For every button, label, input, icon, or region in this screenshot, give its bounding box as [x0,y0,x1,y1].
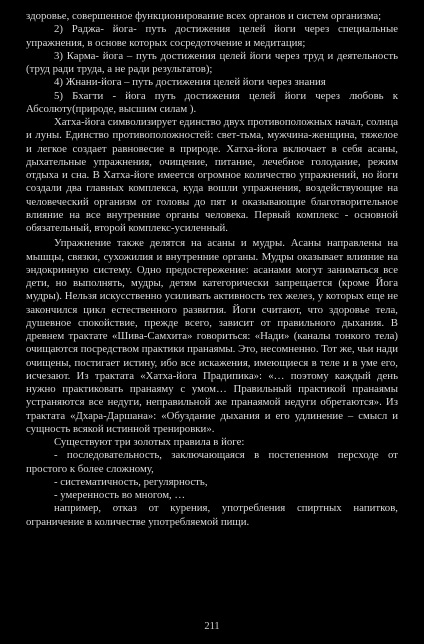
list-item-raja-yoga: 2) Раджа- йога- путь достижения целей йоги через специальные упражнения, в основе которых сосредоточение и медитация; [26,23,398,49]
page-number: 211 [204,621,220,632]
rule-consistency: - последовательность, заключающаяся в постепенном персходе от простого к более сложному, [26,449,398,475]
paragraph-continuation: здоровье, совершенное функционирование всех органов и систем организма; [26,10,382,22]
list-item-karma-yoga: 3) Карма- йога – путь достижения целей йоги через труд и деятельность (труд ради труда, а не ради результатов); [26,49,398,75]
rule-moderation: - умеренность во многом, … [54,489,186,501]
paragraph-example: например, отказ от курения, употребления спиртных напитков, ограничение в количестве употребляемой пищи. [26,502,398,528]
paragraph-hatha-yoga: Хатха-йога символизирует единство двух противоположных начал, солнца и луны. Единство противоположностей: свет-тьма, мужчина-женщина, тяжелое и легкое создает равновесие в природе. Хатха-йога включает в себя асаны, дыхательные упражнения, очищение, питание, лечебное голодание, режим отдыха и сна. В Хатха-йоге имеется огромное количество упражнений, но йоги создали два главных комплекса, куда вошли упражнения, воздействующие на человеческий организм от головы до пят и оказывающие благотворительное влияние на все внутренние органы человека. Первый комплекс - основной обязательный, второй комплекс-усиленный. [26,116,398,234]
rule-regularity: - систематичность, регулярность, [54,475,208,488]
page-body [26,10,398,529]
paragraph-golden-rules: Существуют три золотых правила в йоге: [54,436,245,448]
list-item-bhakti-yoga: 5) Бхагти - йога путь достижения целей йоги через любовь к Абсолюту(природе, высшим силам ). [26,89,398,115]
list-item-jnana-yoga: 4) Жнани-йога – путь достижения целей йоги через знания [54,76,326,89]
paragraph-asanas-mudras: Упражнение также делятся на асаны и мудры. Асаны направлены на мышцы, связки, сухожилия и внутренние органы. Мудры оказывает влияние на эндокринную систему. Одно предостережение: асанами могут заниматься все дети, но выполнять, мудры, детям категорически запрещается (кроме Йога мудры). Нельзя искусственно усиливать активность тех желез, у которых еще не закончился цикл естественного развития. Йоги считают, что здоровье тела, душевное спокойствие, прежде всего, зависит от правильного дыхания. В древнем трактате «Шива-Самхита» говориться: «Нади» (каналы тонкого тела) очищаются посредством практики пранаямы. Это, несомненно. Тот же, чьи нади очищены, постигает истину, ибо все искажения, имеющиеся в теле и в уме его, исчезают. Из трактата «Хатха-йога Прадипика»: «… поэтому каждый день нужно практиковать пранаяму с умом… Правильный практикой пранаямы устраняются все недуги, неправильной же пранаямой недуги обретаются». Из трактата «Дхара-Даршана»: «Обуздание дыхания и его удлинение – смысл и сущность всякой истинной тренировки». [26,237,398,435]
